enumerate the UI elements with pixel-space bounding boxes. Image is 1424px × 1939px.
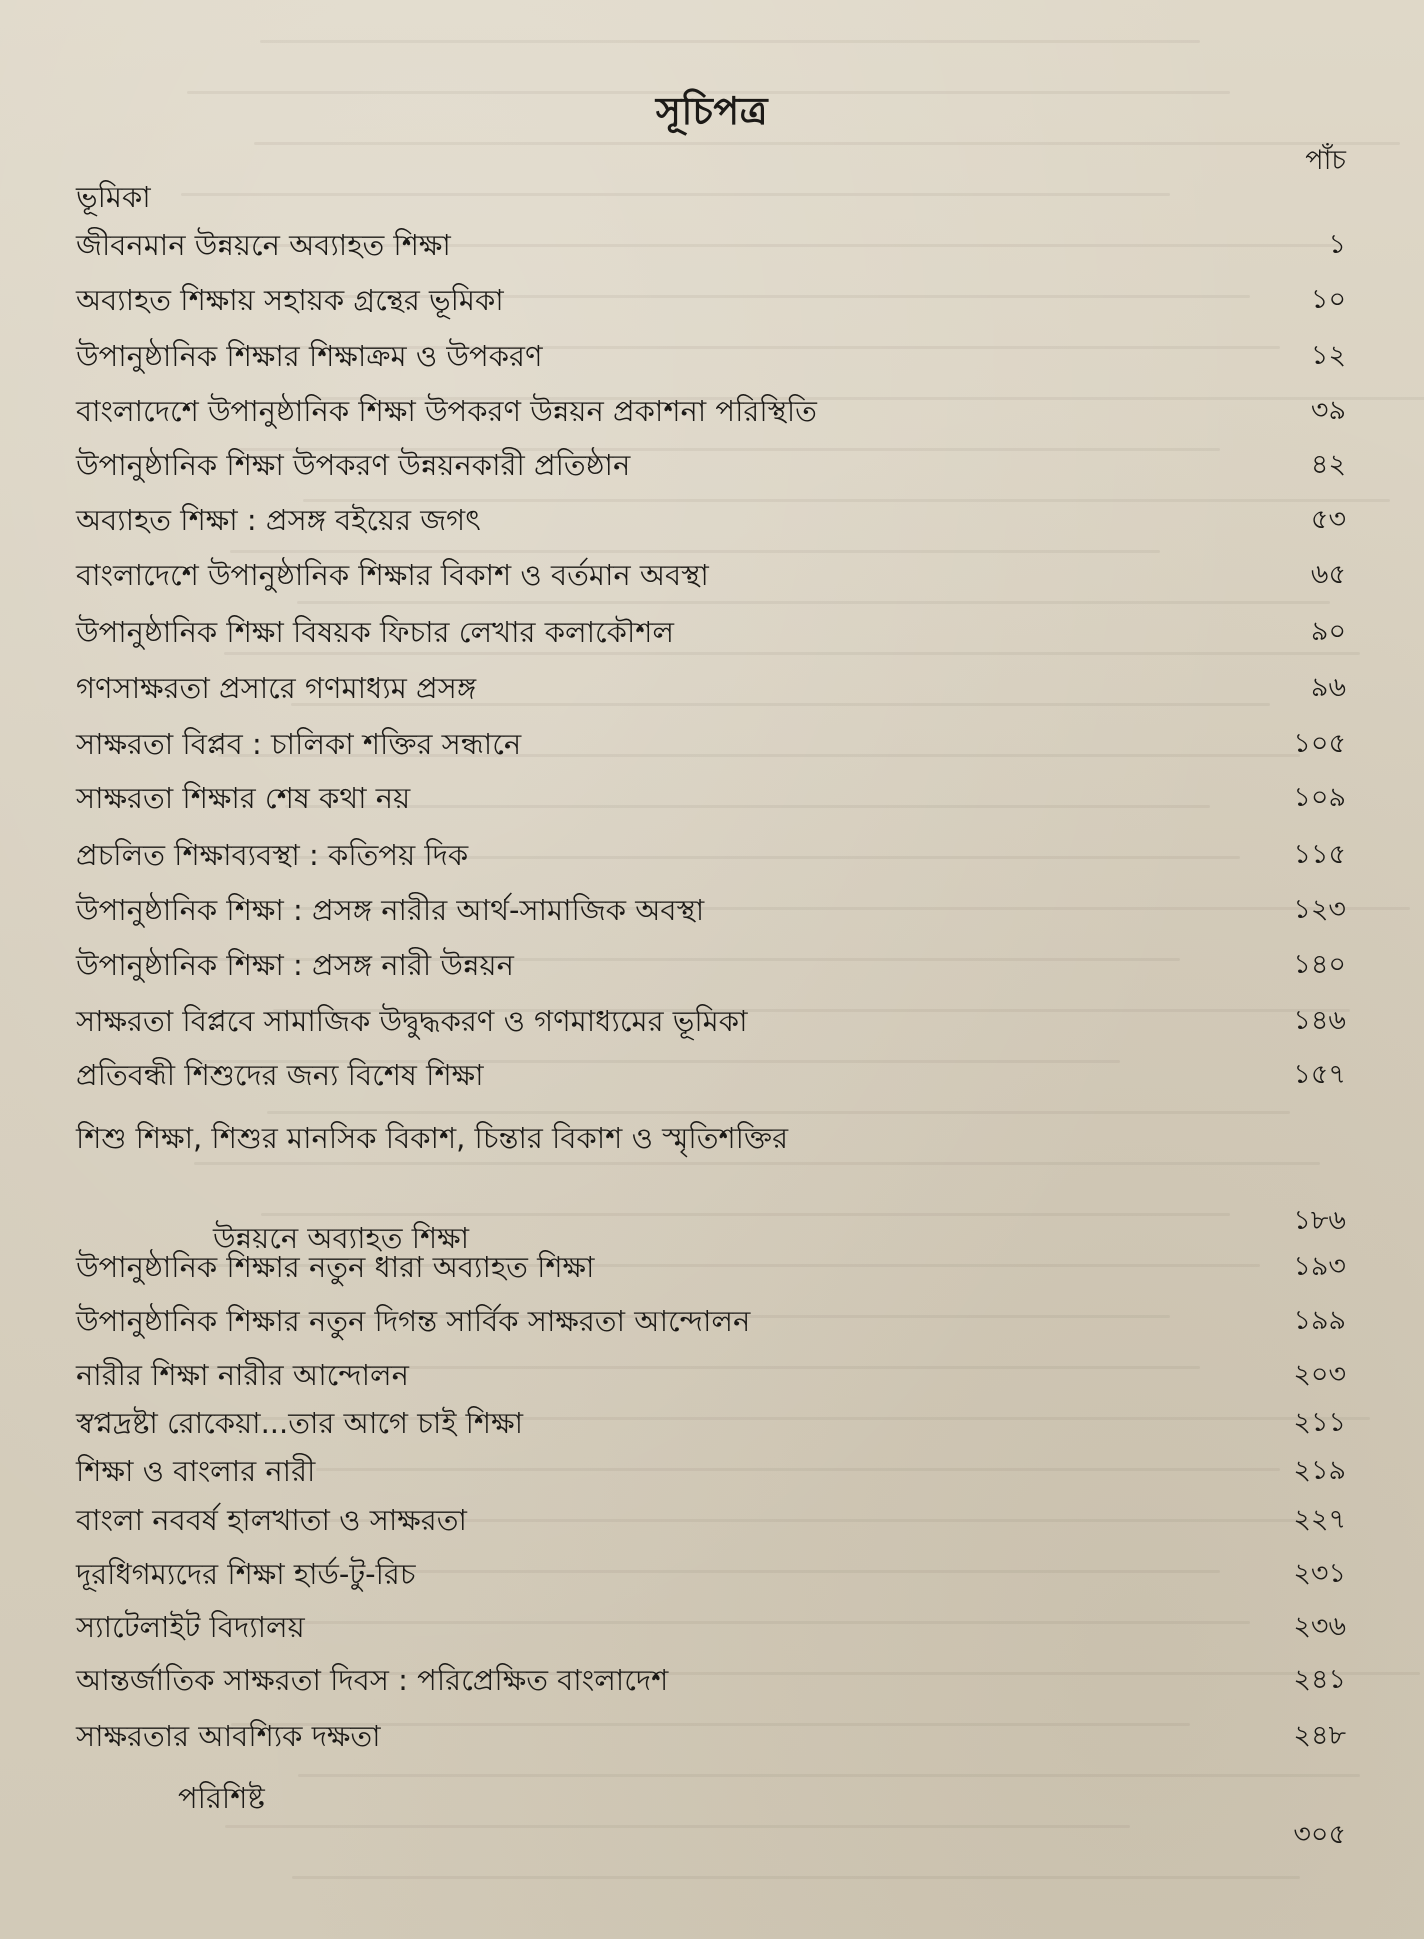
toc-entry-page-number: ১৪৬ <box>1293 1005 1346 1036</box>
toc-entry-page-number: ১৯৯ <box>1293 1305 1346 1336</box>
toc-entry-page-number: ১৫৭ <box>1293 1059 1346 1090</box>
toc-entry-page-number: ২১৯ <box>1293 1455 1346 1486</box>
toc-entry-title: সাক্ষরতা শিক্ষার শেষ কথা নয় <box>76 781 411 815</box>
toc-entry-page-number: ৩০৫ <box>1293 1819 1346 1850</box>
toc-entry-title: স্যাটেলাইট বিদ্যালয় <box>76 1610 305 1644</box>
toc-entry-page-number: ২২৭ <box>1293 1504 1346 1535</box>
toc-entry-page-number: ২১১ <box>1293 1407 1346 1438</box>
toc-entry-page-number: ১৪০ <box>1293 949 1346 980</box>
toc-entry-title: অব্যাহত শিক্ষায় সহায়ক গ্রন্থের ভূমিকা <box>76 283 504 317</box>
toc-entry-title: উপানুষ্ঠানিক শিক্ষার শিক্ষাক্রম ও উপকরণ <box>76 339 543 373</box>
toc-entry-page-number: ১৮৬ <box>1293 1205 1346 1236</box>
toc-entry-page-number: ১০৫ <box>1293 728 1346 759</box>
page-title: সূচিপত্র <box>655 89 769 133</box>
toc-entry-title: দূরধিগম্যদের শিক্ষা হার্ড-টু-রিচ <box>76 1557 416 1591</box>
toc-entry-page-number: ১২ <box>1310 340 1346 371</box>
toc-entry-title: প্রতিবন্ধী শিশুদের জন্য বিশেষ শিক্ষা <box>76 1058 484 1092</box>
toc-entry-title: শিশু শিক্ষা, শিশুর মানসিক বিকাশ, চিন্তার বিকাশ ও স্মৃতিশক্তির <box>76 1121 789 1155</box>
toc-entry-page-number: ৯৬ <box>1310 672 1346 703</box>
toc-entry-title: প্রচলিত শিক্ষাব্যবস্থা : কতিপয় দিক <box>76 838 469 872</box>
toc-entry-page-number: ১০৯ <box>1293 782 1346 813</box>
toc-entry-page-number: ২৪১ <box>1293 1664 1346 1695</box>
toc-entry-title: উপানুষ্ঠানিক শিক্ষা বিষয়ক ফিচার লেখার কলাকৌশল <box>76 615 675 649</box>
toc-entry-page-number: ২৪৮ <box>1293 1720 1346 1751</box>
toc-entry-page-number: ১৯৩ <box>1293 1251 1346 1282</box>
toc-entry-title: নারীর শিক্ষা নারীর আন্দোলন <box>76 1358 409 1392</box>
table-of-contents <box>76 0 1346 1939</box>
toc-entry-title: সাক্ষরতার আবশ্যিক দক্ষতা <box>76 1719 381 1753</box>
toc-entry-title: আন্তর্জাতিক সাক্ষরতা দিবস : পরিপ্রেক্ষিত বাংলাদেশ <box>76 1663 669 1697</box>
toc-entry-title: উপানুষ্ঠানিক শিক্ষা উপকরণ উন্নয়নকারী প্রতিষ্ঠান <box>76 448 631 482</box>
toc-entry-title: বাংলা নববর্ষ হালখাতা ও সাক্ষরতা <box>76 1503 467 1537</box>
toc-entry-page-number: ১০ <box>1310 284 1346 315</box>
toc-entry-title: শিক্ষা ও বাংলার নারী <box>76 1454 316 1488</box>
toc-entry-title: বাংলাদেশে উপানুষ্ঠানিক শিক্ষার বিকাশ ও বর্তমান অবস্থা <box>76 558 709 592</box>
toc-entry-title: উপানুষ্ঠানিক শিক্ষা : প্রসঙ্গ নারীর আর্থ-সামাজিক অবস্থা <box>76 893 705 927</box>
toc-entry-page-number: ৯০ <box>1310 616 1346 647</box>
toc-entry-page-number: ২৩৬ <box>1293 1611 1346 1642</box>
toc-entry-page-number: ৪২ <box>1310 449 1346 480</box>
toc-entry-title: ভূমিকা <box>76 180 151 214</box>
toc-entry-title-continued: উন্নয়নে অব্যাহত শিক্ষা <box>213 1221 470 1255</box>
toc-entry-page-number: ১১৫ <box>1293 839 1346 870</box>
toc-entry-title: বাংলাদেশে উপানুষ্ঠানিক শিক্ষা উপকরণ উন্নয়ন প্রকাশনা পরিস্থিতি <box>76 394 817 428</box>
toc-entry-title: স্বপ্নদ্রষ্টা রোকেয়া...তার আগে চাই শিক্ষা <box>76 1406 523 1440</box>
toc-entry-title: সাক্ষরতা বিপ্লবে সামাজিক উদ্বুদ্ধকরণ ও গণমাধ্যমের ভূমিকা <box>76 1004 748 1038</box>
toc-entry-title: সাক্ষরতা বিপ্লব : চালিকা শক্তির সন্ধানে <box>76 727 522 761</box>
toc-entry-title: অব্যাহত শিক্ষা : প্রসঙ্গ বইয়ের জগৎ <box>76 503 481 537</box>
toc-entry-page-number: ৫৩ <box>1310 504 1346 535</box>
toc-entry-page-number: ৩৯ <box>1310 395 1346 426</box>
toc-entry-title: জীবনমান উন্নয়নে অব্যাহত শিক্ষা <box>76 228 451 262</box>
toc-entry-title: গণসাক্ষরতা প্রসারে গণমাধ্যম প্রসঙ্গ <box>76 671 477 705</box>
toc-entry-title: পরিশিষ্ট <box>178 1781 265 1815</box>
toc-entry-page-number: ৬৫ <box>1310 559 1346 590</box>
toc-entry-page-number: ২৩১ <box>1293 1558 1346 1589</box>
toc-entry-page-number: ১ <box>1328 229 1346 260</box>
toc-entry-title: উপানুষ্ঠানিক শিক্ষার নতুন দিগন্ত সার্বিক সাক্ষরতা আন্দোলন <box>76 1304 751 1338</box>
toc-entry-title: উপানুষ্ঠানিক শিক্ষা : প্রসঙ্গ নারী উন্নয়ন <box>76 948 514 982</box>
toc-entry-page-number: পাঁচ <box>1305 145 1346 176</box>
toc-entry-page-number: ২০৩ <box>1293 1359 1346 1390</box>
toc-entry-page-number: ১২৩ <box>1293 894 1346 925</box>
toc-entry-title: উপানুষ্ঠানিক শিক্ষার নতুন ধারা অব্যাহত শিক্ষা <box>76 1250 595 1284</box>
